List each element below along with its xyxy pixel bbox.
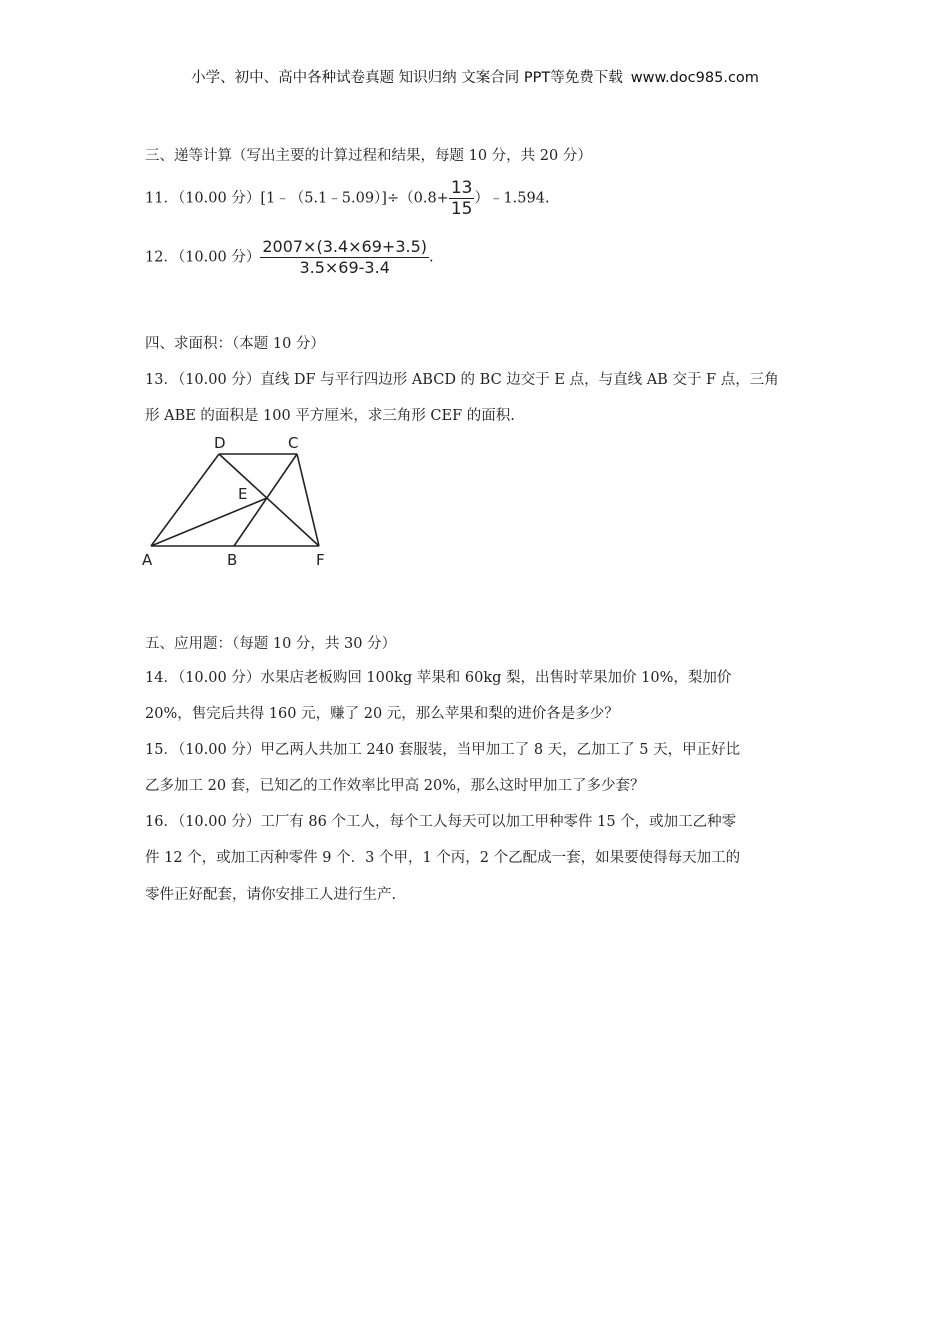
section-3-title: 三、递等计算（写出主要的计算过程和结果，每题 10 分，共 20 分） [145,148,592,164]
question-13-line-2: 形 ABE 的面积是 100 平方厘米，求三角形 CEF 的面积. [145,408,515,424]
question-16-line-3: 零件正好配套，请你安排工人进行生产. [145,887,397,903]
label-e: E [238,485,248,503]
question-15-line-2: 乙多加工 20 套，已知乙的工作效率比甲高 20%，那么这时甲加工了多少套？ [145,778,645,794]
q12-fraction [260,237,429,278]
page-header [0,66,950,87]
question-16-line-2: 件 12 个，或加工丙种零件 9 个．3 个甲，1 个丙，2 个乙配成一套，如果要使得每天加工的 [145,850,741,866]
question-16-line-1: 16．（10.00 分）工厂有 86 个工人，每个工人每天可以加工甲种零件 15 个，或加工乙种零 [145,814,737,830]
q11-suffix: ）﹣1.594. [474,190,550,207]
parallelogram-diagram [138,430,338,575]
question-15-line-1: 15．（10.00 分）甲乙两人共加工 240 套服装，当甲加工了 8 天，乙加工了 5 天，甲正好比 [145,742,741,758]
question-13-line-1: 13．（10.00 分）直线 DF 与平行四边形 ABCD 的 BC 边交于 E 点，与直线 AB 交于 F 点，三角 [145,372,779,388]
section-5-title: 五、应用题：（每题 10 分，共 30 分） [145,636,397,652]
question-14-line-1: 14．（10.00 分）水果店老板购回 100kg 苹果和 60kg 梨，出售时苹果加价 10%，梨加价 [145,670,732,686]
section-4-title: 四、求面积：（本题 10 分） [145,336,325,352]
q12-prefix: 12．（10.00 分） [145,249,261,266]
label-f: F [316,551,325,569]
q12-suffix: . [429,249,434,266]
q12-fraction-numerator: 2007×(3.4×69+3.5) [262,237,427,256]
label-d: D [214,434,226,452]
label-b: B [227,551,238,569]
label-c: C [288,434,299,452]
header-text: 小学、初中、高中各种试卷真题 知识归纳 文案合同 PPT等免费下载 [191,70,623,86]
q11-fraction-numerator: 13 [450,178,473,198]
question-11 [145,178,550,219]
header-url[interactable]: www.doc985.com [630,70,759,86]
label-a: A [142,551,153,569]
segment-df [219,454,319,546]
segment-cf [297,454,319,546]
q12-fraction-denominator: 3.5×69-3.4 [299,258,390,277]
q11-prefix: 11．（10.00 分）[1﹣（5.1﹣5.09）]÷（0.8+ [145,190,449,207]
question-12 [145,237,434,278]
q11-fraction-denominator: 15 [450,199,473,219]
question-14-line-2: 20%，售完后共得 160 元，赚了 20 元，那么苹果和梨的进价各是多少？ [145,706,619,722]
q11-fraction [449,178,475,219]
